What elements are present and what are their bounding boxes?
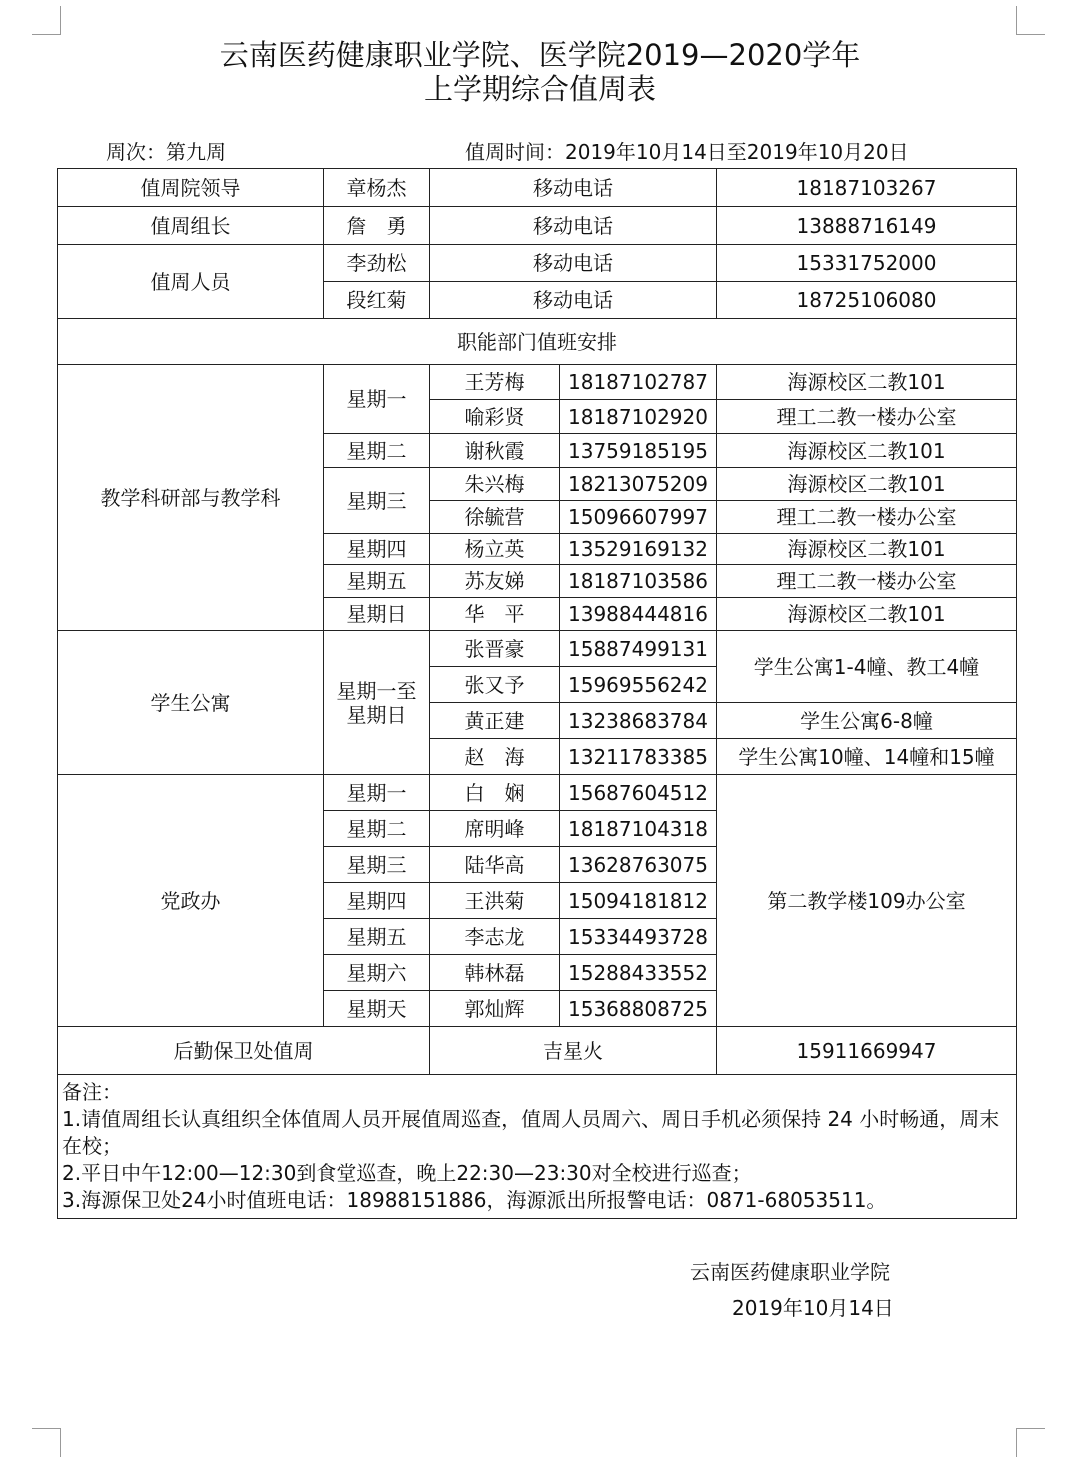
dept-cell: 党政办: [58, 775, 324, 1027]
place-cell: 学生公寓10幢、14幢和15幢: [717, 739, 1017, 775]
place-cell: 学生公寓1-4幢、教工4幢: [717, 631, 1017, 703]
table-row: [58, 775, 1017, 811]
table-row: [58, 207, 1017, 245]
name-cell: 白 娴: [430, 775, 560, 811]
name-cell: 华 平: [430, 598, 560, 631]
name-cell: 张又予: [430, 667, 560, 703]
name-cell: 章杨杰: [324, 169, 430, 207]
day-cell: 星期五: [324, 919, 430, 955]
phone-cell: 13238683784: [560, 703, 717, 739]
place-cell: 海源校区二教101: [717, 434, 1017, 468]
crop-mark-top-right: [1016, 6, 1045, 35]
place-cell: 第二教学楼109办公室: [717, 775, 1017, 1027]
phone-cell: 18187102920: [560, 400, 717, 434]
day-range-start: 星期一至: [336, 678, 417, 703]
name-cell: 李劲松: [324, 245, 430, 282]
phone-cell: 13628763075: [560, 847, 717, 883]
day-cell: 星期一: [324, 775, 430, 811]
signature-org: 云南医药健康职业学院: [690, 1260, 890, 1284]
place-cell: 理工二教一楼办公室: [717, 501, 1017, 534]
week-number: 周次：第九周: [106, 140, 226, 164]
name-cell: 徐毓营: [430, 501, 560, 534]
name-cell: 李志龙: [430, 919, 560, 955]
phone-cell: 15331752000: [717, 245, 1017, 282]
phone-cell: 18187103586: [560, 565, 717, 598]
signature-date: 2019年10月14日: [732, 1296, 894, 1320]
name-cell: 詹 勇: [324, 207, 430, 245]
day-cell: 星期四: [324, 534, 430, 565]
name-cell: 段红菊: [324, 282, 430, 319]
place-cell: 理工二教一楼办公室: [717, 565, 1017, 598]
phone-cell: 13211783385: [560, 739, 717, 775]
phone-label-cell: 移动电话: [430, 169, 717, 207]
dept-cell: 后勤保卫处值周: [58, 1027, 430, 1075]
note-item: 1.请值周组长认真组织全体值周人员开展值周巡查，值周人员周六、周日手机必须保持 24 小时畅通，周末在校；: [62, 1107, 1000, 1158]
name-cell: 喻彩贤: [430, 400, 560, 434]
day-cell: 星期一: [324, 365, 430, 434]
document-title: 云南医药健康职业学院、医学院2019—2020学年: [219, 38, 861, 72]
phone-cell: 15096607997: [560, 501, 717, 534]
phone-cell: 18187102787: [560, 365, 717, 400]
phone-cell: 13529169132: [560, 534, 717, 565]
name-cell: 席明峰: [430, 811, 560, 847]
notes-heading: 备注：: [62, 1080, 122, 1104]
day-cell: 星期五: [324, 565, 430, 598]
duty-schedule-table: [57, 168, 1017, 1219]
phone-label-cell: 移动电话: [430, 282, 717, 319]
phone-cell: 15368808725: [560, 991, 717, 1027]
phone-cell: 15288433552: [560, 955, 717, 991]
crop-mark-bottom-right: [1016, 1428, 1045, 1457]
name-cell: 朱兴梅: [430, 468, 560, 501]
place-cell: 海源校区二教101: [717, 365, 1017, 400]
section-header: 职能部门值班安排: [58, 319, 1017, 365]
role-cell: 值周组长: [58, 207, 324, 245]
place-cell: 理工二教一楼办公室: [717, 400, 1017, 434]
phone-cell: 15334493728: [560, 919, 717, 955]
dept-cell: 教学科研部与教学科: [58, 365, 324, 631]
table-row: [58, 1075, 1017, 1219]
crop-mark-top-left: [32, 6, 61, 35]
place-cell: 海源校区二教101: [717, 468, 1017, 501]
name-cell: 韩林磊: [430, 955, 560, 991]
day-cell: 星期三: [324, 847, 430, 883]
phone-cell: 13888716149: [717, 207, 1017, 245]
table-row: [58, 1027, 1017, 1075]
day-cell: 星期天: [324, 991, 430, 1027]
day-cell: 星期六: [324, 955, 430, 991]
name-cell: 杨立英: [430, 534, 560, 565]
day-cell: 星期三: [324, 468, 430, 534]
phone-label-cell: 移动电话: [430, 207, 717, 245]
phone-cell: 18187103267: [717, 169, 1017, 207]
table-row: [58, 169, 1017, 207]
dept-cell: 学生公寓: [58, 631, 324, 775]
phone-cell: 18213075209: [560, 468, 717, 501]
role-cell: 值周人员: [58, 245, 324, 319]
note-item: 2.平日中午12:00—12:30到食堂巡查，晚上22:30—23:30对全校进行巡查；: [62, 1161, 752, 1185]
name-cell: 陆华高: [430, 847, 560, 883]
name-cell: 赵 海: [430, 739, 560, 775]
phone-cell: 15969556242: [560, 667, 717, 703]
day-cell: 星期二: [324, 434, 430, 468]
name-cell: 王洪菊: [430, 883, 560, 919]
table-row: [58, 365, 1017, 400]
note-item: 3.海源保卫处24小时值班电话：18988151886，海源派出所报警电话：0871-68053511。: [62, 1188, 887, 1212]
table-row: [58, 631, 1017, 667]
phone-cell: 15687604512: [560, 775, 717, 811]
name-cell: 郭灿辉: [430, 991, 560, 1027]
document-subtitle: 上学期综合值周表: [423, 72, 656, 106]
day-cell: [324, 631, 430, 775]
duty-period: 值周时间：2019年10月14日至2019年10月20日: [465, 140, 909, 164]
name-cell: 王芳梅: [430, 365, 560, 400]
table-row: [58, 319, 1017, 365]
phone-cell: 15911669947: [717, 1027, 1017, 1075]
day-range-end: 星期日: [346, 702, 407, 727]
role-cell: 值周院领导: [58, 169, 324, 207]
day-cell: 星期日: [324, 598, 430, 631]
name-cell: 黄正建: [430, 703, 560, 739]
phone-cell: 13988444816: [560, 598, 717, 631]
place-cell: 海源校区二教101: [717, 534, 1017, 565]
name-cell: 张晋豪: [430, 631, 560, 667]
place-cell: 学生公寓6-8幢: [717, 703, 1017, 739]
name-cell: 苏友娣: [430, 565, 560, 598]
day-cell: 星期二: [324, 811, 430, 847]
phone-label-cell: 移动电话: [430, 245, 717, 282]
phone-cell: 13759185195: [560, 434, 717, 468]
phone-cell: 18725106080: [717, 282, 1017, 319]
phone-cell: 15094181812: [560, 883, 717, 919]
crop-mark-bottom-left: [32, 1428, 61, 1457]
name-cell: 谢秋霞: [430, 434, 560, 468]
notes-cell: [58, 1075, 1017, 1219]
phone-cell: 18187104318: [560, 811, 717, 847]
table-row: [58, 245, 1017, 282]
place-cell: 海源校区二教101: [717, 598, 1017, 631]
day-cell: 星期四: [324, 883, 430, 919]
phone-cell: 15887499131: [560, 631, 717, 667]
name-cell: 吉星火: [430, 1027, 717, 1075]
